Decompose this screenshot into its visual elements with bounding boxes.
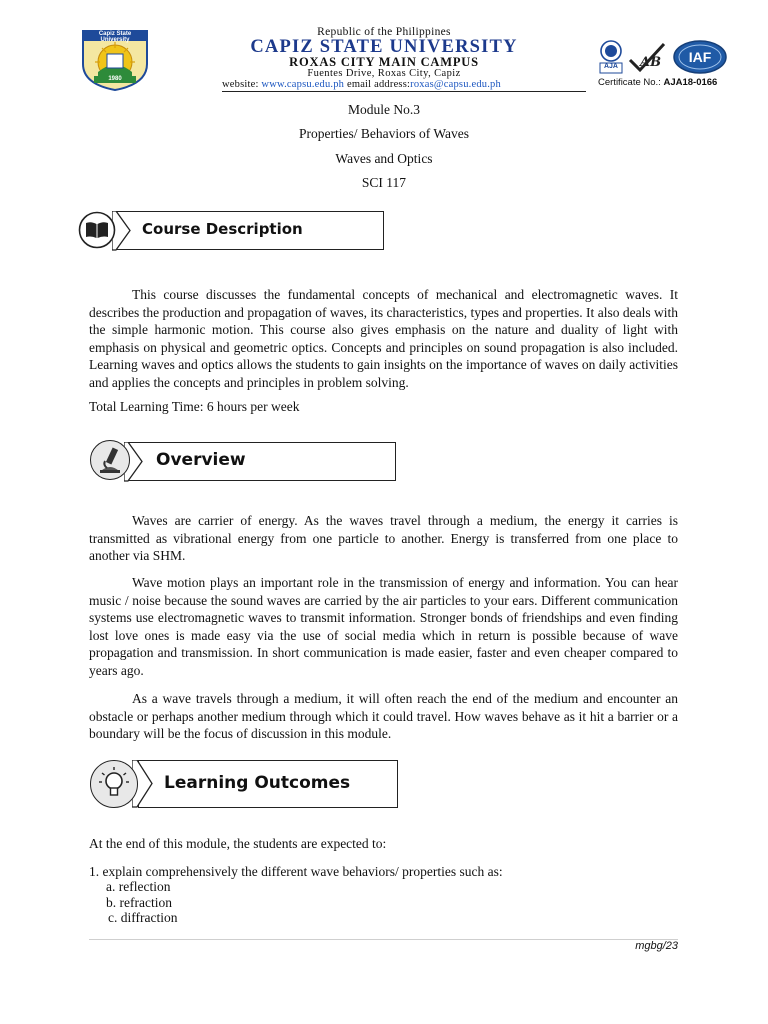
- overview-paragraph-1: [89, 512, 678, 565]
- svg-text:AB: AB: [640, 55, 662, 70]
- footer-divider: [89, 939, 678, 940]
- certificate-value: AJA18-0166: [663, 77, 718, 88]
- outcome-subitem: c. diffraction: [108, 910, 178, 925]
- book-icon: [78, 211, 116, 249]
- certificate-label: Certificate No.:: [598, 77, 661, 88]
- outcome-item-1: 1. explain comprehensively the different wave behaviors/ properties such as:: [89, 864, 503, 879]
- course-code: SCI 117: [361, 175, 407, 190]
- outcome-subitem: b. refraction: [106, 895, 172, 910]
- campus-address: Fuentes Drive, Roxas City, Capiz: [307, 68, 461, 79]
- course-description-text: [89, 286, 678, 392]
- course-title: Waves and Optics: [335, 151, 433, 166]
- website-line: [222, 79, 592, 90]
- learning-outcomes-heading: Learning Outcomes: [164, 773, 351, 793]
- outcome-subitem: a. reflection: [106, 879, 171, 894]
- module-topic: Properties/ Behaviors of Waves: [298, 126, 469, 141]
- outcomes-intro: At the end of this module, the students are expected to:: [89, 836, 387, 851]
- republic-line: Republic of the Philippines: [317, 26, 451, 38]
- course-description-heading: Course Description: [142, 220, 303, 238]
- overview-paragraph-3: [89, 690, 678, 743]
- course-description-paragraph: This course discusses the fundamental concepts of mechanical and electromagnetic waves. It describes the production and propagation of waves, its characteristics, types and properties. It also deals with the simple harmonic motion. This course also gives emphasis on the nature and duality of light with emphasis on physical and geometric optics. Concepts and principles on sound propagation is also included. Learning waves and optics allows the students to gain insights on the importance of waves on daily activities and applies the concepts and principles in problem solving.: [89, 287, 678, 390]
- overview-text-1: Waves are carrier of energy. As the waves travel through a medium, the energy it carries is transmitted as vibrational energy from one particle to another. Energy is transferred from one place to another via SHM.: [89, 513, 678, 564]
- iaf-logo: [672, 39, 728, 75]
- email-link[interactable]: roxas@capsu.edu.ph: [410, 79, 501, 90]
- ukas-logo: [626, 40, 668, 74]
- microscope-icon: [90, 440, 130, 480]
- overview-text-3: As a wave travels through a medium, it will often reach the end of the medium and encounter an obstacle or perhaps another medium through which it could travel. How waves behave as it hit a barrier or a boundary will be the focus of discussion in this module.: [89, 691, 678, 742]
- website-label: website:: [222, 79, 259, 90]
- website-link[interactable]: www.capsu.edu.ph: [261, 79, 345, 90]
- module-number: Module No.3: [348, 102, 420, 117]
- overview-text-2: Wave motion plays an important role in the transmission of energy and information. You can hear music / noise because the sound waves are carried by the air particles to your ears. Different communication systems use electromagnetic waves to transmit information. Stronger bonds of friendships and even finding lost love ones is made easy via the use of social media which in return is possible because of wave propagation and transmission. In short communication is made easier, faster and even cheaper compared to years ago.: [89, 575, 678, 678]
- certificate-number: [598, 77, 717, 88]
- overview-heading: Overview: [156, 450, 246, 470]
- seal-year: 1980: [108, 76, 122, 82]
- aja-label: AJA: [603, 63, 618, 70]
- campus-name: ROXAS CITY MAIN CAMPUS: [289, 55, 479, 69]
- overview-paragraph-2: [89, 574, 678, 680]
- header-divider: [222, 91, 586, 92]
- lightbulb-icon: [90, 760, 138, 808]
- footer-initials: mgbg/23: [635, 940, 678, 952]
- email-label: email address:: [346, 79, 411, 90]
- seal-text: Capiz State University: [98, 31, 132, 43]
- learning-time: Total Learning Time: 6 hours per week: [89, 399, 300, 414]
- university-name: CAPIZ STATE UNIVERSITY: [250, 37, 518, 57]
- aja-logo: [598, 40, 624, 74]
- iaf-label: IAF: [688, 49, 712, 65]
